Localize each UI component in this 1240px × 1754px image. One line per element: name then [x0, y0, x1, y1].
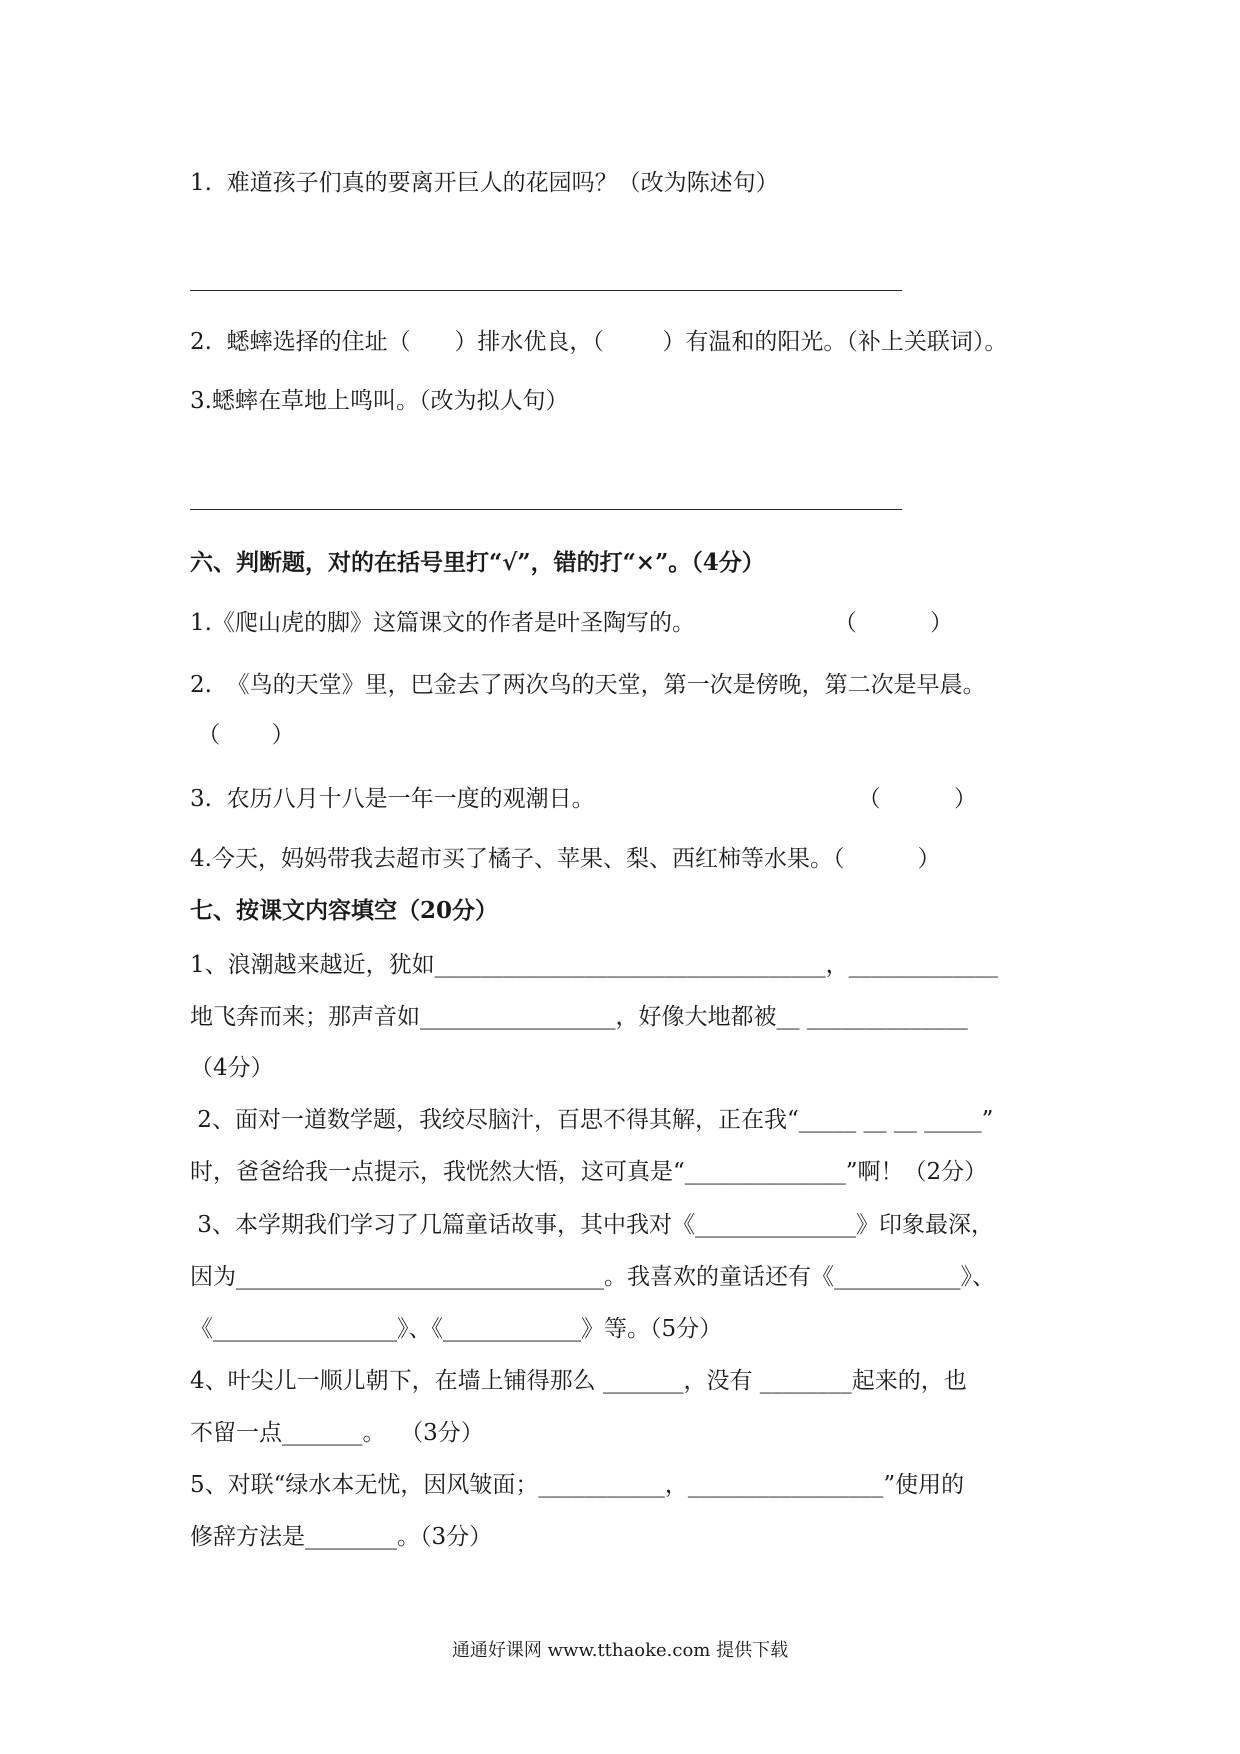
question-5-3: 3.蟋蟀在草地上鸣叫。（改为拟人句）	[190, 388, 569, 414]
fill-line-9: 4、叶尖儿一顺儿朝下，在墙上铺得那么 _______，没有 ________起来的，也	[190, 1368, 967, 1394]
question-5-2: 2. 蟋蟀选择的住址（ ）排水优良，（ ）有温和的阳光。（补上关联词）。	[190, 329, 1008, 355]
judge-item-4: 4.今天，妈妈带我去超市买了橘子、苹果、梨、西红柿等水果。（ ）	[190, 846, 941, 872]
page-footer: 通通好课网 www.tthaoke.com 提供下载	[451, 1640, 789, 1661]
fill-line-11: 5、对联“绿水本无忧，因风皱面；___________，_________________”使用的	[190, 1472, 965, 1498]
fill-line-1: 1、浪潮越来越近，犹如__________________________________，_____________	[190, 952, 999, 978]
fill-line-10: 不留一点_______。 （3分）	[190, 1420, 484, 1446]
judge-item-1: 1.《爬山虎的脚》这篇课文的作者是叶圣陶写的。 （ ）	[190, 610, 953, 636]
answer-line-5-1	[190, 290, 902, 291]
fill-line-2: 地飞奔而来；那声音如_________________，好像大地都被__ ______________	[190, 1004, 968, 1030]
question-5-1: 1. 难道孩子们真的要离开巨人的花园吗？（改为陈述句）	[190, 170, 779, 196]
fill-line-6: 3、本学期我们学习了几篇童话故事，其中我对《______________》印象最深，	[190, 1212, 994, 1238]
section-7-heading: 七、按课文内容填空（20分）	[190, 897, 499, 924]
judge-item-2: 2. 《鸟的天堂》里，巴金去了两次鸟的天堂，第一次是傍晚，第二次是早晨。	[190, 672, 986, 698]
answer-line-5-3	[190, 509, 902, 510]
fill-line-5: 时，爸爸给我一点提示，我恍然大悟，这可真是“______________”啊！（2分）	[190, 1159, 988, 1185]
judge-item-3: 3. 农历八月十八是一年一度的观潮日。 （ ）	[190, 786, 977, 812]
fill-line-7: 因为________________________________。我喜欢的童话还有《___________》、	[190, 1264, 995, 1290]
fill-line-8: 《________________》、《____________》等。（5分）	[190, 1316, 723, 1342]
fill-line-4: 2、面对一道数学题，我绞尽脑汁，百思不得其解，正在我“_____ __ __ _____”	[190, 1107, 994, 1133]
judge-item-2-bracket: （ ）	[190, 722, 295, 748]
section-6-heading: 六、判断题，对的在括号里打“√”，错的打“×”。（4分）	[190, 549, 765, 576]
fill-line-12: 修辞方法是________。（3分）	[190, 1524, 493, 1550]
fill-line-3: （4分）	[190, 1055, 274, 1081]
